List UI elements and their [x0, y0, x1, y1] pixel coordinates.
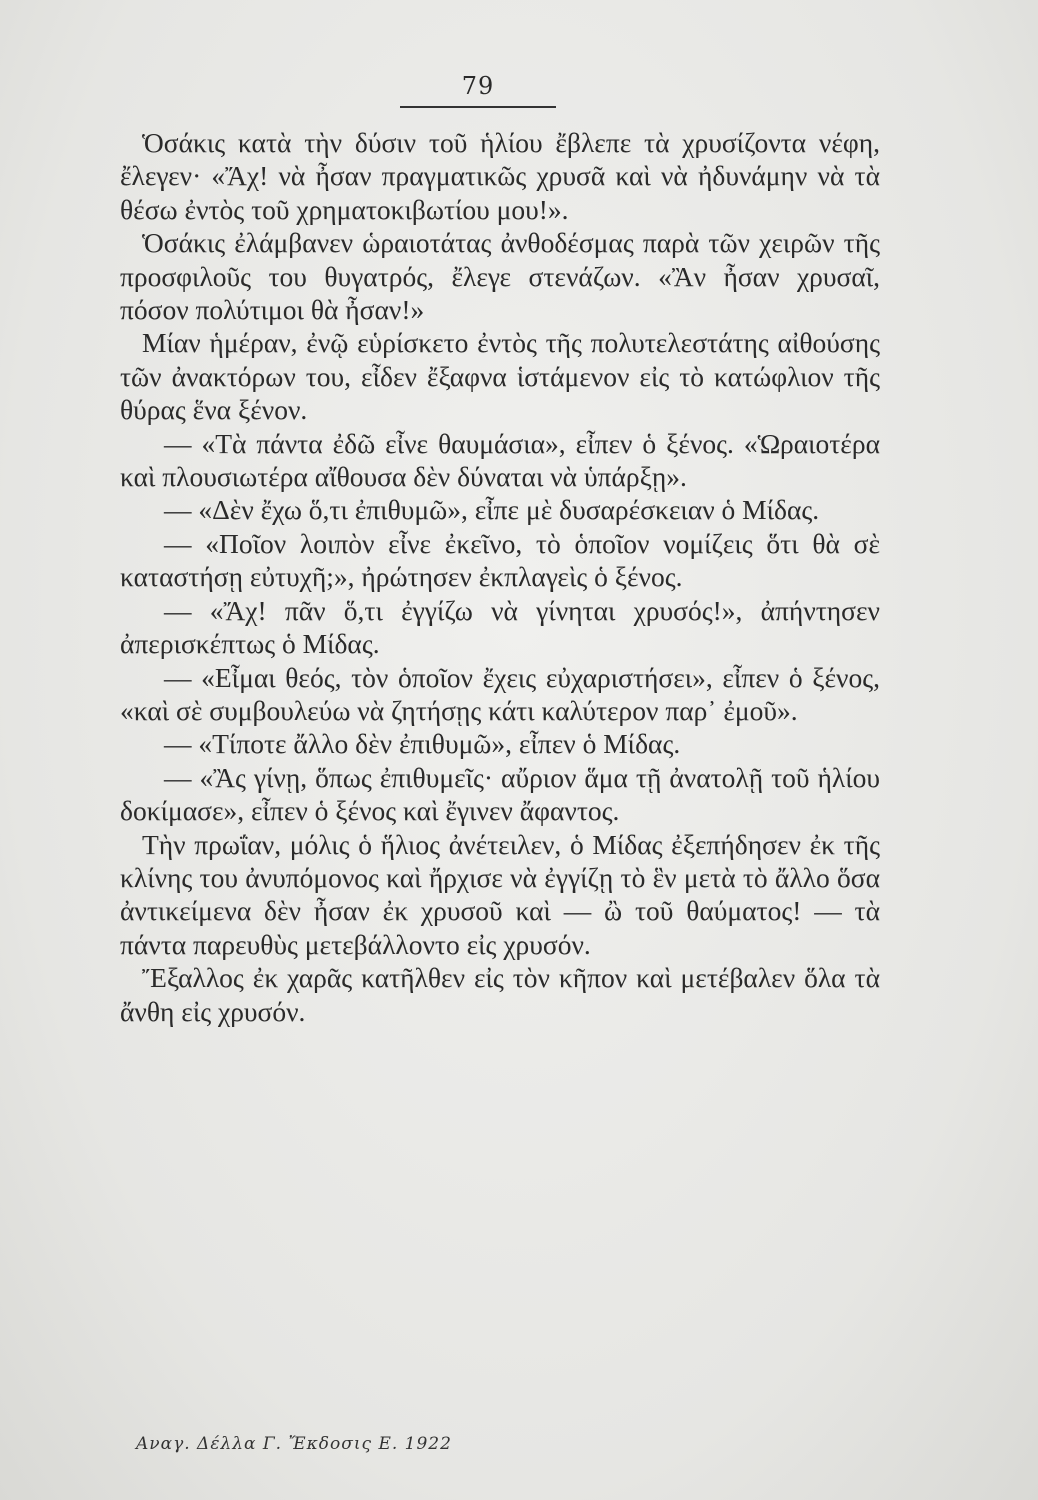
dialogue-line: — «Ἄχ! πᾶν ὅ,τι ἐγγίζω νὰ γίνηται χρυσός!», ἀπήντησεν ἀπερισκέπτως ὁ Μίδας.	[120, 594, 880, 660]
body-text	[120, 126, 880, 1028]
page-number-rule	[400, 106, 556, 108]
page-number: 79	[461, 72, 495, 100]
paragraph: Μίαν ἡμέραν, ἐνῷ εὑρίσκετο ἐντὸς τῆς πολυτελεστάτης αἰθούσης τῶν ἀνακτόρων του, εἶδεν ἔξαφνα ἱστάμενον εἰς τὸ κατώφλιον τῆς θύρας ἕνα ξένον.	[120, 327, 880, 426]
dialogue-line: — «Ἂς γίνῃ, ὅπως ἐπιθυμεῖς· αὔριον ἅμα τῇ ἀνατολῇ τοῦ ἡλίου δοκίμασε», εἶπεν ὁ ξένος καὶ ἔγινεν ἄφαντος.	[120, 761, 880, 827]
paragraph: Ἔξαλλος ἐκ χαρᾶς κατῆλθεν εἰς τὸν κῆπον καὶ μετέβαλεν ὅλα τὰ ἄνθη εἰς χρυσόν.	[120, 962, 880, 1027]
dialogue-line: — «Ποῖον λοιπὸν εἶνε ἐκεῖνο, τὸ ὁποῖον νομίζεις ὅτι θὰ σὲ καταστήσῃ εὐτυχῆ;», ἠρώτησεν ἐκπλαγεὶς ὁ ξένος.	[120, 527, 880, 593]
paragraph: Ὁσάκις κατὰ τὴν δύσιν τοῦ ἡλίου ἔβλεπε τὰ χρυσίζοντα νέφη, ἔλεγεν· «Ἄχ! νὰ ἦσαν πραγματικῶς χρυσᾶ καὶ νὰ ἠδυνάμην νὰ τὰ θέσω ἐντὸς τοῦ χρηματοκιβωτίου μου!».	[120, 127, 880, 225]
printer-signature-footer: Αναγ. Δέλλα Γ. Ἔκδοσις Ε. 1922	[136, 1434, 452, 1454]
paragraph: Τὴν πρωΐαν, μόλις ὁ ἥλιος ἀνέτειλεν, ὁ Μίδας ἐξεπήδησεν ἐκ τῆς κλίνης του ἀνυπόμονος καὶ ἤρχισε νὰ ἐγγίζῃ τὸ ἓν μετὰ τὸ ἄλλο ὅσα ἀντικείμενα δὲν ἦσαν ἐκ χρυσοῦ καὶ — ὢ τοῦ θαύματος! — τὰ πάντα παρευθὺς μετεβάλλοντο εἰς χρυσόν.	[120, 828, 880, 960]
dialogue-line: — «Τὰ πάντα ἐδῶ εἶνε θαυμάσια», εἶπεν ὁ ξένος. «Ὡραιοτέρα καὶ πλουσιωτέρα αἴθουσα δὲν δύναται νὰ ὑπάρξῃ».	[120, 427, 880, 493]
dialogue-line: — «Εἶμαι θεός, τὸν ὁποῖον ἔχεις εὐχαριστήσει», εἶπεν ὁ ξένος, «καὶ σὲ συμβουλεύω νὰ ζητήσῃς κάτι καλύτερον παρ᾽ ἐμοῦ».	[120, 661, 880, 726]
dialogue-line: — «Δὲν ἔχω ὅ,τι ἐπιθυμῶ», εἶπε μὲ δυσαρέσκειαν ὁ Μίδας.	[164, 494, 820, 526]
dialogue-line: — «Τίποτε ἄλλο δὲν ἐπιθυμῶ», εἶπεν ὁ Μίδας.	[164, 728, 681, 760]
paragraph: Ὁσάκις ἐλάμβανεν ὡραιοτάτας ἀνθοδέσμας παρὰ τῶν χειρῶν τῆς προσφιλοῦς του θυγατρός, ἔλεγε στενάζων. «Ἂν ἦσαν χρυσαῖ, πόσον πολύτιμοι θὰ ἦσαν!»	[120, 227, 880, 326]
